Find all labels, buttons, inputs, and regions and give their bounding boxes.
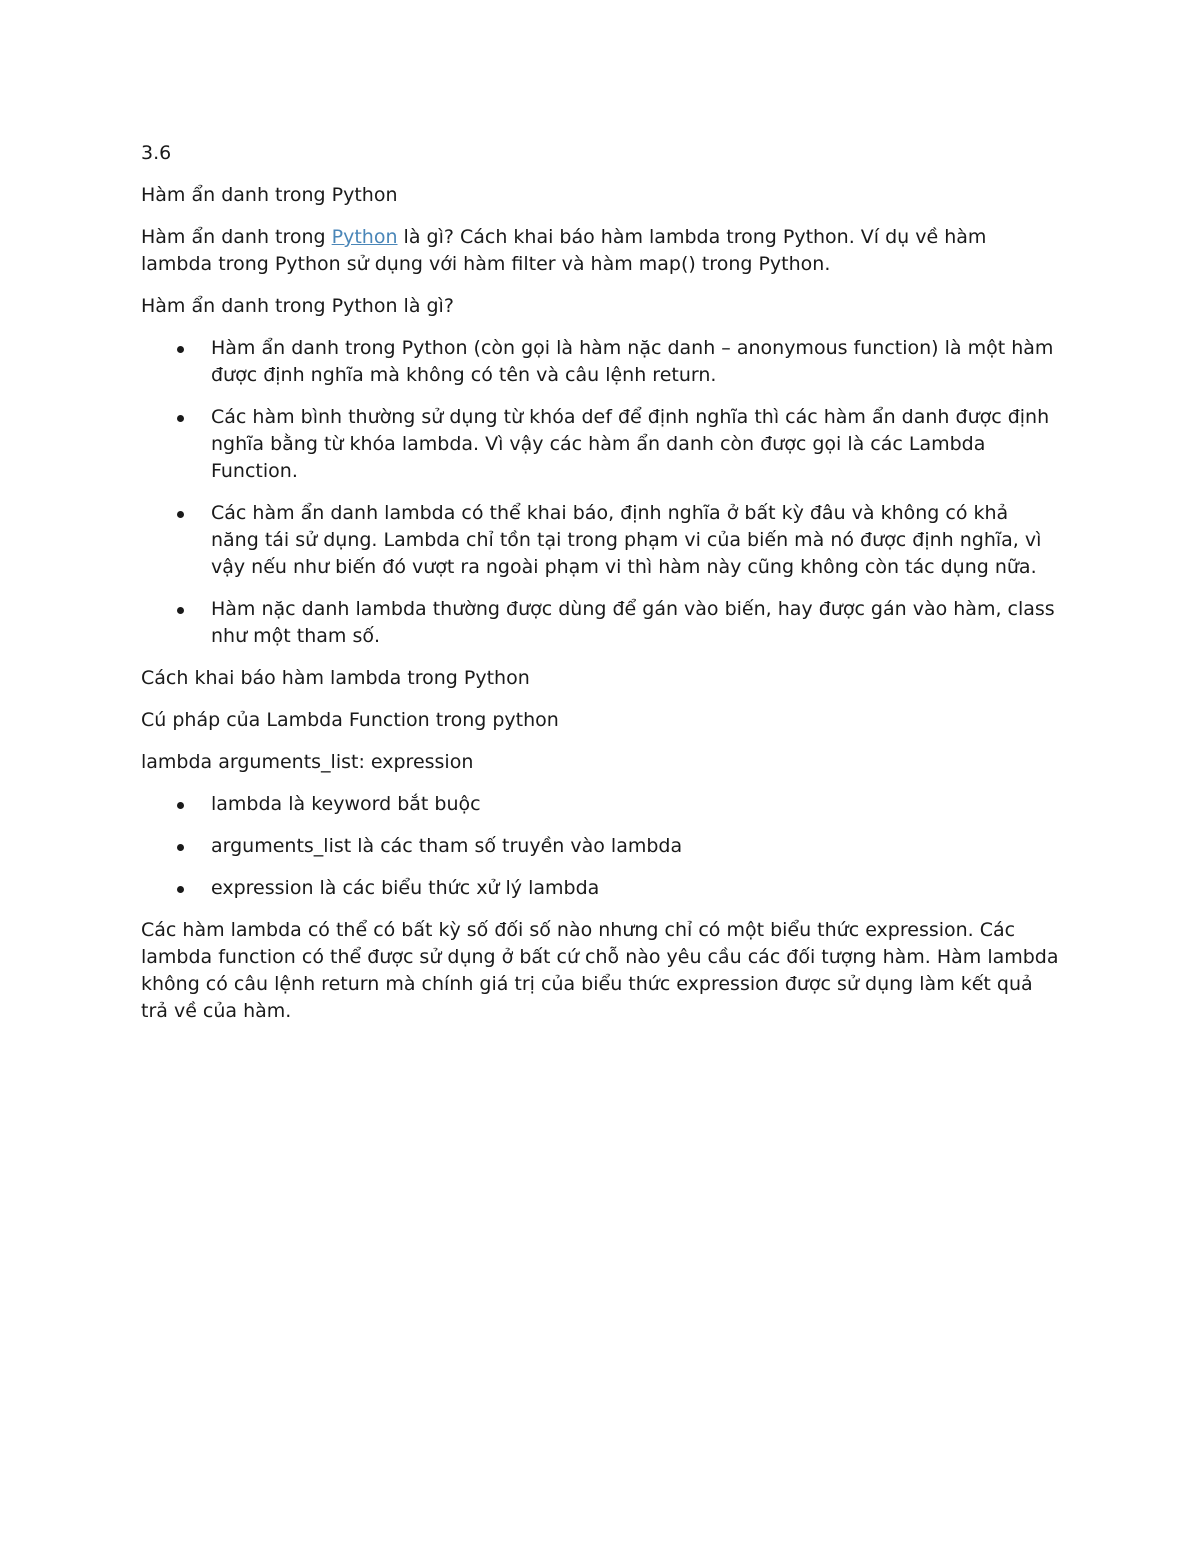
intro-text-before-link: Hàm ẩn danh trong xyxy=(141,226,332,248)
list-item: arguments_list là các tham số truyền vào lambda xyxy=(211,833,1061,860)
python-link[interactable]: Python xyxy=(331,226,398,248)
heading-syntax: Cú pháp của Lambda Function trong python xyxy=(141,709,559,731)
list-item: Hàm nặc danh lambda thường được dùng để gán vào biến, hay được gán vào hàm, class như một tham số. xyxy=(211,596,1061,650)
list-item: Hàm ẩn danh trong Python (còn gọi là hàm nặc danh – anonymous function) là một hàm được định nghĩa mà không có tên và câu lệnh return. xyxy=(211,335,1061,389)
list-item: lambda là keyword bắt buộc xyxy=(211,791,1061,818)
closing-paragraph: Các hàm lambda có thể có bất kỳ số đối số nào nhưng chỉ có một biểu thức expression. Các lambda function có thể được sử dụng ở bất cứ chỗ nào yêu cầu các đối tượng hàm. Hàm lambda không có câu lệnh return mà chính giá trị của biểu thức expression được sử dụng làm kết quả trả về của hàm. xyxy=(141,919,1059,1022)
intro-paragraph xyxy=(141,224,1061,278)
heading-what-is: Hàm ẩn danh trong Python là gì? xyxy=(141,295,454,317)
intro-text-after-link: là gì? Cách khai báo hàm lambda trong Python. Ví dụ về hàm lambda trong Python sử dụng với hàm filter và hàm map() trong Python. xyxy=(141,226,987,275)
list-item: Các hàm bình thường sử dụng từ khóa def để định nghĩa thì các hàm ẩn danh được định nghĩa bằng từ khóa lambda. Vì vậy các hàm ẩn danh còn được gọi là các Lambda Function. xyxy=(211,404,1061,485)
list-item: Các hàm ẩn danh lambda có thể khai báo, định nghĩa ở bất kỳ đâu và không có khả năng tái sử dụng. Lambda chỉ tồn tại trong phạm vi của biến mà nó được định nghĩa, vì vậy nếu như biến đó vượt ra ngoài phạm vi thì hàm này cũng không còn tác dụng nữa. xyxy=(211,500,1061,581)
document-page xyxy=(141,138,1061,1040)
syntax-line: lambda arguments_list: expression xyxy=(141,751,474,773)
syntax-list xyxy=(141,791,1061,902)
what-is-list xyxy=(141,335,1061,650)
list-item: expression là các biểu thức xử lý lambda xyxy=(211,875,1061,902)
document-title: Hàm ẩn danh trong Python xyxy=(141,184,398,206)
heading-declare: Cách khai báo hàm lambda trong Python xyxy=(141,667,530,689)
section-number: 3.6 xyxy=(141,142,172,164)
